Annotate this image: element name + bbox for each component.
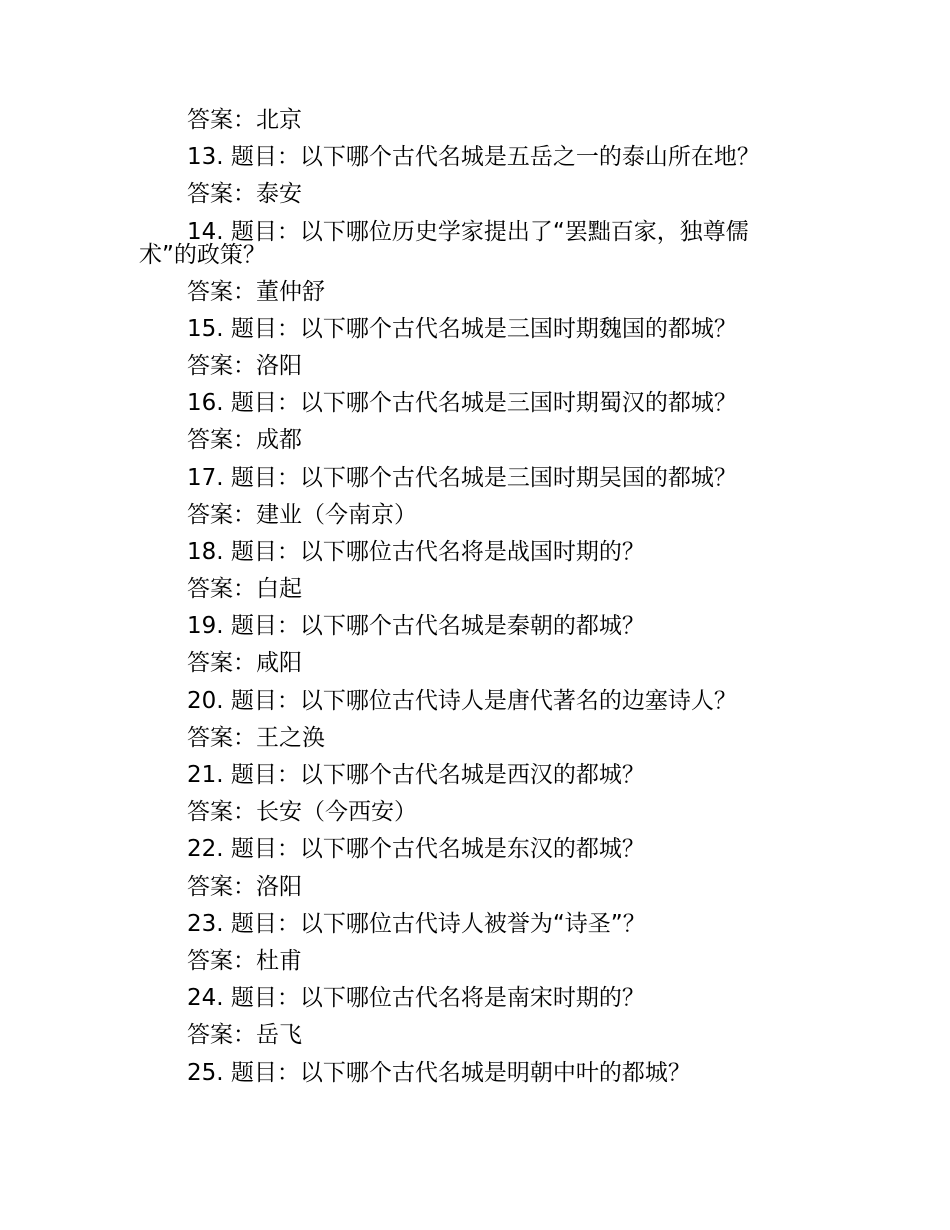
answer-line: 答案：泰安 [187, 181, 302, 208]
question-line: 20. 题目：以下哪位古代诗人是唐代著名的边塞诗人？ [187, 687, 737, 714]
answer-line: 答案：杜甫 [187, 947, 302, 974]
qa-list [139, 102, 827, 1092]
question-line: 23. 题目：以下哪位古代诗人被誉为“诗圣”？ [187, 910, 646, 937]
answer-line: 答案：董仲舒 [187, 278, 325, 305]
answer-line: 答案：王之涣 [187, 724, 325, 751]
question-line: 15. 题目：以下哪个古代名城是三国时期魏国的都城？ [187, 315, 737, 342]
question-line-part-1: 14. 题目：以下哪位历史学家提出了“罢黜百家，独尊儒 [187, 218, 749, 245]
question-line: 21. 题目：以下哪个古代名城是西汉的都城？ [187, 762, 645, 788]
question-line-part-2: 术”的政策？ [139, 241, 266, 268]
question-line: 22. 题目：以下哪个古代名城是东汉的都城？ [187, 836, 645, 863]
question-line: 13. 题目：以下哪个古代名城是五岳之一的泰山所在地？ [187, 144, 760, 171]
answer-line: 答案：成都 [187, 427, 302, 454]
question-line: 16. 题目：以下哪个古代名城是三国时期蜀汉的都城？ [187, 390, 737, 417]
question-line: 17. 题目：以下哪个古代名城是三国时期吴国的都城？ [187, 464, 737, 491]
question-line: 25. 题目：以下哪个古代名城是明朝中叶的都城？ [187, 1059, 691, 1086]
answer-line: 答案：咸阳 [187, 650, 302, 677]
question-line: 18. 题目：以下哪位古代名将是战国时期的？ [187, 538, 645, 565]
question-line: 24. 题目：以下哪位古代名将是南宋时期的？ [187, 985, 645, 1012]
answer-line: 答案：洛阳 [187, 352, 302, 379]
answer-line: 答案：洛阳 [187, 873, 302, 900]
answer-line: 答案：建业（今南京） [187, 501, 417, 528]
answer-line: 答案：岳飞 [187, 1022, 302, 1049]
answer-line: 答案：北京 [187, 107, 302, 133]
question-line: 19. 题目：以下哪个古代名城是秦朝的都城？ [187, 613, 645, 640]
question-line-wrapped [139, 214, 807, 274]
answer-line: 答案：长安（今西安） [187, 799, 417, 826]
answer-line: 答案：白起 [187, 576, 302, 603]
